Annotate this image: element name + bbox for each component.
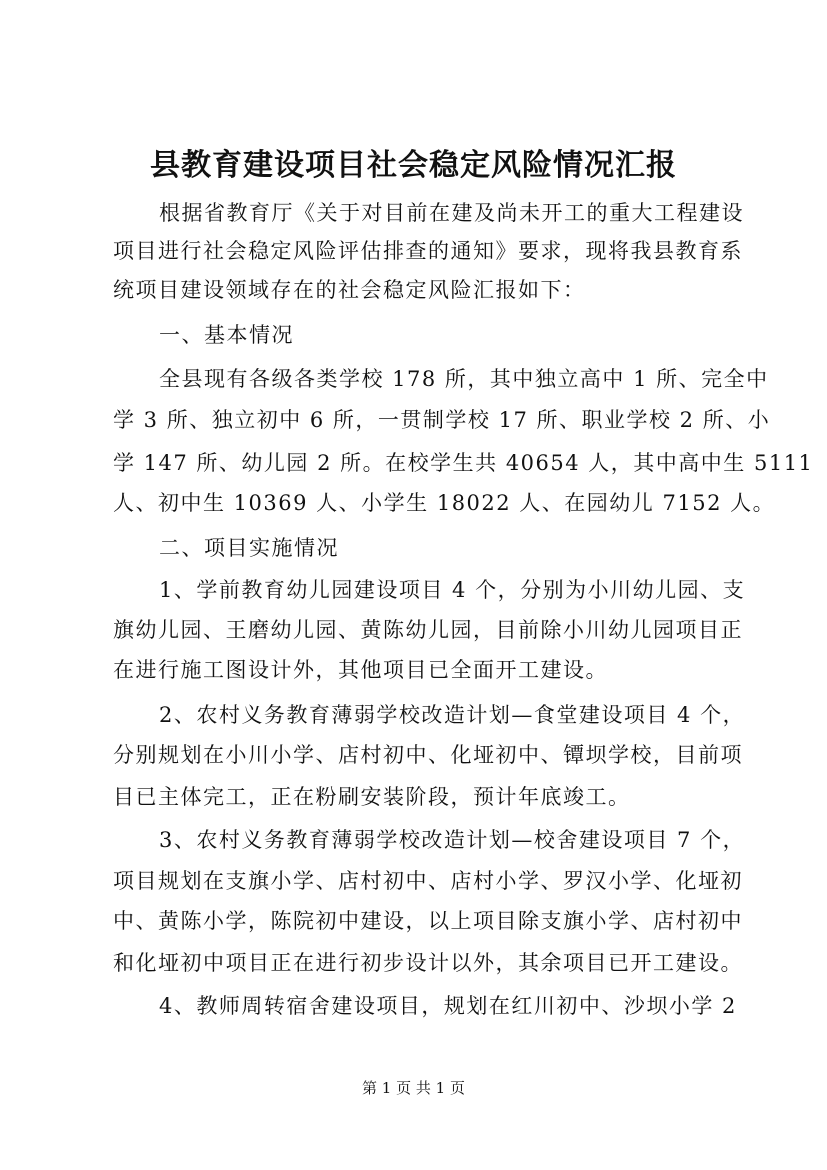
text-line: 学 147 所、幼儿园 2 所。在校学生共 40654 人，其中高中生 5111	[113, 451, 814, 475]
text-line: 项目规划在支旗小学、店村初中、店村小学、罗汉小学、化垭初	[113, 869, 743, 893]
text-line: 目已主体完工，正在粉刷安装阶段，预计年底竣工。	[113, 785, 631, 809]
text-line: 学 3 所、独立初中 6 所，一贯制学校 17 所、职业学校 2 所、小	[113, 408, 771, 432]
document-title: 县教育建设项目社会稳定风险情况汇报	[150, 148, 677, 183]
text-line: 全县现有各级各类学校 178 所，其中独立高中 1 所、完全中	[159, 367, 769, 391]
section-heading: 二、项目实施情况	[159, 536, 339, 560]
text-line: 项目进行社会稳定风险评估排查的通知》要求，现将我县教育系	[113, 239, 743, 263]
text-line: 分别规划在小川小学、店村初中、化垭初中、镡坝学校，目前项	[113, 743, 743, 767]
section-heading: 一、基本情况	[159, 323, 294, 347]
text-line: 中、黄陈小学，陈院初中建设，以上项目除支旗小学、店村初中	[113, 909, 743, 933]
text-line: 人、初中生 10369 人、小学生 18022 人、在园幼儿 7152 人。	[113, 491, 776, 515]
text-line: 统项目建设领域存在的社会稳定风险汇报如下：	[113, 278, 586, 302]
text-line: 旗幼儿园、王磨幼儿园、黄陈幼儿园，目前除小川幼儿园项目正	[113, 618, 743, 642]
text-line: 2、农村义务教育薄弱学校改造计划—食堂建设项目 4 个，	[159, 703, 746, 727]
page-footer: 第 1 页 共 1 页	[362, 1079, 465, 1097]
text-line: 4、教师周转宿舍建设项目，规划在红川初中、沙坝小学 2	[159, 994, 737, 1018]
text-line: 1、学前教育幼儿园建设项目 4 个，分别为小川幼儿园、支	[159, 578, 746, 602]
text-line: 根据省教育厅《关于对目前在建及尚未开工的重大工程建设	[159, 201, 744, 225]
text-line: 3、农村义务教育薄弱学校改造计划—校舍建设项目 7 个，	[159, 828, 746, 852]
text-line: 和化垭初中项目正在进行初步设计以外，其余项目已开工建设。	[113, 951, 743, 975]
text-line: 在进行施工图设计外，其他项目已全面开工建设。	[113, 658, 608, 682]
